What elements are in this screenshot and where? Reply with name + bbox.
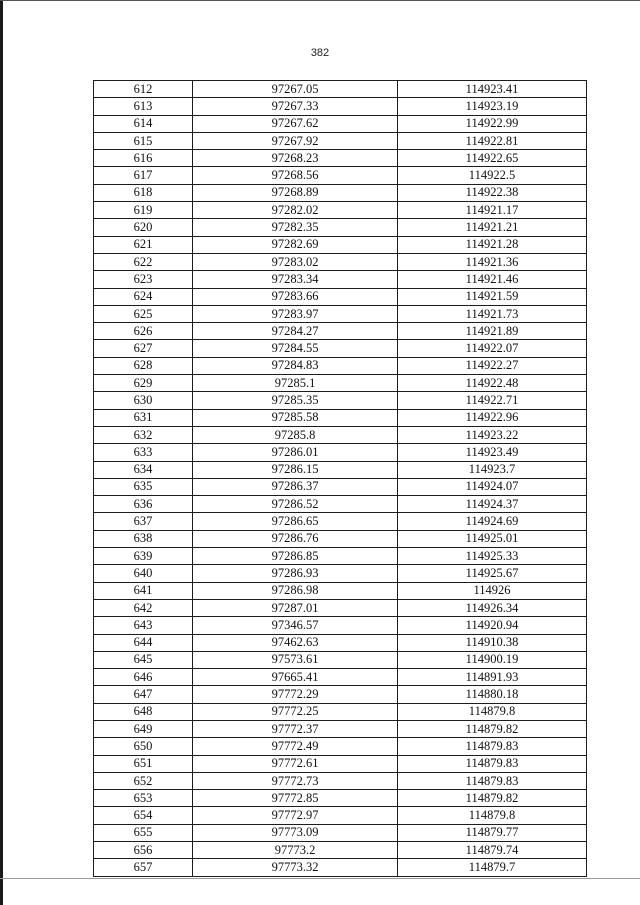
table-row [94, 565, 587, 582]
y-coordinate-cell: 114922.99 [398, 115, 587, 132]
y-coordinate-cell: 114922.48 [398, 375, 587, 392]
x-coordinate-cell: 97282.35 [193, 219, 398, 236]
x-coordinate-cell: 97773.2 [193, 842, 398, 859]
y-coordinate-cell: 114922.27 [398, 357, 587, 374]
y-coordinate-cell: 114924.37 [398, 496, 587, 513]
point-number-cell: 655 [94, 824, 193, 841]
x-coordinate-cell: 97286.01 [193, 444, 398, 461]
point-number-cell: 612 [94, 81, 193, 98]
y-coordinate-cell: 114879.83 [398, 772, 587, 789]
x-coordinate-cell: 97772.97 [193, 807, 398, 824]
y-coordinate-cell: 114921.28 [398, 236, 587, 253]
x-coordinate-cell: 97286.52 [193, 496, 398, 513]
point-number-cell: 652 [94, 772, 193, 789]
x-coordinate-cell: 97267.05 [193, 81, 398, 98]
point-number-cell: 638 [94, 530, 193, 547]
table-row [94, 738, 587, 755]
table-row [94, 81, 587, 98]
table-row [94, 202, 587, 219]
point-number-cell: 654 [94, 807, 193, 824]
table-row [94, 392, 587, 409]
table-row [94, 253, 587, 270]
x-coordinate-cell: 97282.02 [193, 202, 398, 219]
table-row [94, 790, 587, 807]
point-number-cell: 648 [94, 703, 193, 720]
table-row [94, 824, 587, 841]
point-number-cell: 626 [94, 323, 193, 340]
point-number-cell: 650 [94, 738, 193, 755]
table-row [94, 323, 587, 340]
point-number-cell: 641 [94, 582, 193, 599]
point-number-cell: 617 [94, 167, 193, 184]
x-coordinate-cell: 97284.55 [193, 340, 398, 357]
point-number-cell: 619 [94, 202, 193, 219]
x-coordinate-cell: 97772.61 [193, 755, 398, 772]
x-coordinate-cell: 97346.57 [193, 617, 398, 634]
x-coordinate-cell: 97286.65 [193, 513, 398, 530]
point-number-cell: 651 [94, 755, 193, 772]
table-row [94, 340, 587, 357]
y-coordinate-cell: 114920.94 [398, 617, 587, 634]
table-row [94, 513, 587, 530]
y-coordinate-cell: 114923.41 [398, 81, 587, 98]
table-row [94, 772, 587, 789]
x-coordinate-cell: 97573.61 [193, 651, 398, 668]
x-coordinate-cell: 97286.93 [193, 565, 398, 582]
x-coordinate-cell: 97283.97 [193, 305, 398, 322]
point-number-cell: 633 [94, 444, 193, 461]
table-row [94, 219, 587, 236]
table-row [94, 150, 587, 167]
y-coordinate-cell: 114891.93 [398, 669, 587, 686]
point-number-cell: 620 [94, 219, 193, 236]
x-coordinate-cell: 97283.66 [193, 288, 398, 305]
x-coordinate-cell: 97772.37 [193, 720, 398, 737]
y-coordinate-cell: 114879.77 [398, 824, 587, 841]
x-coordinate-cell: 97268.89 [193, 184, 398, 201]
table-row [94, 582, 587, 599]
point-number-cell: 636 [94, 496, 193, 513]
point-number-cell: 629 [94, 375, 193, 392]
table-row [94, 409, 587, 426]
x-coordinate-cell: 97286.15 [193, 461, 398, 478]
y-coordinate-cell: 114921.17 [398, 202, 587, 219]
y-coordinate-cell: 114925.01 [398, 530, 587, 547]
point-number-cell: 618 [94, 184, 193, 201]
x-coordinate-cell: 97462.63 [193, 634, 398, 651]
y-coordinate-cell: 114880.18 [398, 686, 587, 703]
x-coordinate-cell: 97286.37 [193, 478, 398, 495]
x-coordinate-cell: 97268.56 [193, 167, 398, 184]
y-coordinate-cell: 114879.83 [398, 738, 587, 755]
point-number-cell: 653 [94, 790, 193, 807]
page-number: 382 [310, 47, 330, 59]
y-coordinate-cell: 114879.7 [398, 859, 587, 876]
x-coordinate-cell: 97772.85 [193, 790, 398, 807]
y-coordinate-cell: 114910.38 [398, 634, 587, 651]
table-row [94, 634, 587, 651]
point-number-cell: 625 [94, 305, 193, 322]
point-number-cell: 647 [94, 686, 193, 703]
point-number-cell: 656 [94, 842, 193, 859]
x-coordinate-cell: 97285.35 [193, 392, 398, 409]
table-row [94, 115, 587, 132]
table-row [94, 132, 587, 149]
x-coordinate-cell: 97284.83 [193, 357, 398, 374]
x-coordinate-cell: 97286.85 [193, 548, 398, 565]
y-coordinate-cell: 114922.71 [398, 392, 587, 409]
x-coordinate-cell: 97286.76 [193, 530, 398, 547]
table-row [94, 444, 587, 461]
table-row [94, 184, 587, 201]
table-row [94, 496, 587, 513]
table-row [94, 461, 587, 478]
table-row [94, 271, 587, 288]
scan-edge-bottom [0, 878, 640, 879]
scan-edge-top [0, 0, 640, 1]
point-number-cell: 631 [94, 409, 193, 426]
y-coordinate-cell: 114924.07 [398, 478, 587, 495]
table-row [94, 375, 587, 392]
y-coordinate-cell: 114922.07 [398, 340, 587, 357]
x-coordinate-cell: 97287.01 [193, 599, 398, 616]
y-coordinate-cell: 114922.38 [398, 184, 587, 201]
point-number-cell: 616 [94, 150, 193, 167]
table-row [94, 859, 587, 876]
x-coordinate-cell: 97268.23 [193, 150, 398, 167]
y-coordinate-cell: 114921.21 [398, 219, 587, 236]
coordinate-table [93, 80, 587, 877]
x-coordinate-cell: 97285.8 [193, 426, 398, 443]
table-row [94, 167, 587, 184]
point-number-cell: 637 [94, 513, 193, 530]
table-row [94, 426, 587, 443]
y-coordinate-cell: 114921.46 [398, 271, 587, 288]
y-coordinate-cell: 114922.81 [398, 132, 587, 149]
table-row [94, 686, 587, 703]
x-coordinate-cell: 97665.41 [193, 669, 398, 686]
table-row [94, 357, 587, 374]
table-row [94, 651, 587, 668]
table-row [94, 617, 587, 634]
y-coordinate-cell: 114926.34 [398, 599, 587, 616]
table-row [94, 842, 587, 859]
x-coordinate-cell: 97772.49 [193, 738, 398, 755]
y-coordinate-cell: 114923.49 [398, 444, 587, 461]
point-number-cell: 630 [94, 392, 193, 409]
y-coordinate-cell: 114926 [398, 582, 587, 599]
table-row [94, 548, 587, 565]
point-number-cell: 632 [94, 426, 193, 443]
x-coordinate-cell: 97772.73 [193, 772, 398, 789]
x-coordinate-cell: 97267.92 [193, 132, 398, 149]
x-coordinate-cell: 97284.27 [193, 323, 398, 340]
table-row [94, 530, 587, 547]
point-number-cell: 640 [94, 565, 193, 582]
point-number-cell: 624 [94, 288, 193, 305]
x-coordinate-cell: 97283.02 [193, 253, 398, 270]
point-number-cell: 623 [94, 271, 193, 288]
x-coordinate-cell: 97773.32 [193, 859, 398, 876]
table-row [94, 288, 587, 305]
point-number-cell: 657 [94, 859, 193, 876]
y-coordinate-cell: 114921.73 [398, 305, 587, 322]
x-coordinate-cell: 97285.58 [193, 409, 398, 426]
point-number-cell: 614 [94, 115, 193, 132]
x-coordinate-cell: 97285.1 [193, 375, 398, 392]
x-coordinate-cell: 97267.62 [193, 115, 398, 132]
y-coordinate-cell: 114921.59 [398, 288, 587, 305]
y-coordinate-cell: 114879.8 [398, 807, 587, 824]
y-coordinate-cell: 114921.36 [398, 253, 587, 270]
point-number-cell: 621 [94, 236, 193, 253]
point-number-cell: 634 [94, 461, 193, 478]
table-row [94, 305, 587, 322]
coordinate-table-body [94, 81, 587, 877]
y-coordinate-cell: 114925.33 [398, 548, 587, 565]
x-coordinate-cell: 97772.29 [193, 686, 398, 703]
table-row [94, 599, 587, 616]
point-number-cell: 643 [94, 617, 193, 634]
y-coordinate-cell: 114900.19 [398, 651, 587, 668]
y-coordinate-cell: 114879.74 [398, 842, 587, 859]
y-coordinate-cell: 114925.67 [398, 565, 587, 582]
table-row [94, 669, 587, 686]
point-number-cell: 649 [94, 720, 193, 737]
table-row [94, 236, 587, 253]
y-coordinate-cell: 114879.82 [398, 720, 587, 737]
point-number-cell: 615 [94, 132, 193, 149]
x-coordinate-cell: 97772.25 [193, 703, 398, 720]
point-number-cell: 642 [94, 599, 193, 616]
point-number-cell: 635 [94, 478, 193, 495]
table-row [94, 807, 587, 824]
table-row [94, 703, 587, 720]
point-number-cell: 645 [94, 651, 193, 668]
y-coordinate-cell: 114922.96 [398, 409, 587, 426]
table-row [94, 720, 587, 737]
y-coordinate-cell: 114879.8 [398, 703, 587, 720]
y-coordinate-cell: 114922.5 [398, 167, 587, 184]
y-coordinate-cell: 114922.65 [398, 150, 587, 167]
y-coordinate-cell: 114923.7 [398, 461, 587, 478]
y-coordinate-cell: 114923.19 [398, 98, 587, 115]
scan-edge-left [0, 0, 3, 905]
x-coordinate-cell: 97773.09 [193, 824, 398, 841]
point-number-cell: 613 [94, 98, 193, 115]
x-coordinate-cell: 97267.33 [193, 98, 398, 115]
table-row [94, 98, 587, 115]
y-coordinate-cell: 114879.83 [398, 755, 587, 772]
point-number-cell: 622 [94, 253, 193, 270]
y-coordinate-cell: 114924.69 [398, 513, 587, 530]
point-number-cell: 627 [94, 340, 193, 357]
y-coordinate-cell: 114921.89 [398, 323, 587, 340]
table-row [94, 755, 587, 772]
point-number-cell: 628 [94, 357, 193, 374]
y-coordinate-cell: 114879.82 [398, 790, 587, 807]
table-row [94, 478, 587, 495]
y-coordinate-cell: 114923.22 [398, 426, 587, 443]
point-number-cell: 639 [94, 548, 193, 565]
point-number-cell: 646 [94, 669, 193, 686]
x-coordinate-cell: 97286.98 [193, 582, 398, 599]
x-coordinate-cell: 97282.69 [193, 236, 398, 253]
point-number-cell: 644 [94, 634, 193, 651]
x-coordinate-cell: 97283.34 [193, 271, 398, 288]
